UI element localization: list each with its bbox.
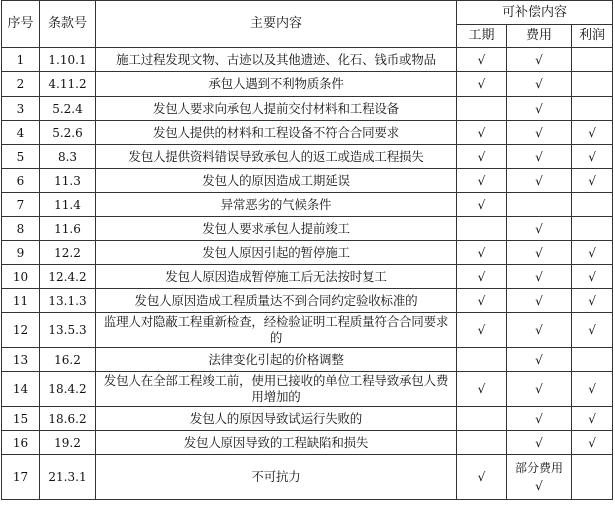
row-content: 不可抗力 bbox=[96, 455, 457, 500]
row-content: 发包人要求向承包人提前交付材料和工程设备 bbox=[96, 97, 457, 121]
row-seq: 6 bbox=[2, 169, 40, 193]
table-row bbox=[2, 348, 613, 372]
row-seq: 11 bbox=[2, 289, 40, 313]
row-content: 异常恶劣的气候条件 bbox=[96, 193, 457, 217]
table-body bbox=[2, 48, 613, 500]
cost-check: √ bbox=[507, 241, 572, 265]
cost-check: √ bbox=[507, 145, 572, 169]
table-row bbox=[2, 289, 613, 313]
profit-check: √ bbox=[572, 169, 613, 193]
time-check: √ bbox=[457, 455, 507, 500]
table-row bbox=[2, 193, 613, 217]
row-clause: 19.2 bbox=[40, 431, 96, 455]
profit-check bbox=[572, 217, 613, 241]
time-check: √ bbox=[457, 193, 507, 217]
row-content: 施工过程发现文物、古迹以及其他遗迹、化石、钱币或物品 bbox=[96, 48, 457, 72]
cost-check: √ bbox=[507, 313, 572, 348]
profit-check: √ bbox=[572, 241, 613, 265]
row-content: 发包人原因导致的工程缺陷和损失 bbox=[96, 431, 457, 455]
row-clause: 1.10.1 bbox=[40, 48, 96, 72]
time-check: √ bbox=[457, 121, 507, 145]
row-seq: 9 bbox=[2, 241, 40, 265]
row-clause: 18.6.2 bbox=[40, 407, 96, 431]
header-clause: 条款号 bbox=[40, 1, 96, 48]
row-clause: 5.2.6 bbox=[40, 121, 96, 145]
profit-check: √ bbox=[572, 313, 613, 348]
time-check: √ bbox=[457, 72, 507, 97]
row-clause: 11.4 bbox=[40, 193, 96, 217]
row-clause: 12.2 bbox=[40, 241, 96, 265]
table-row bbox=[2, 372, 613, 407]
row-seq: 16 bbox=[2, 431, 40, 455]
row-clause: 16.2 bbox=[40, 348, 96, 372]
profit-check: √ bbox=[572, 372, 613, 407]
table-row bbox=[2, 313, 613, 348]
table-row bbox=[2, 97, 613, 121]
time-check: √ bbox=[457, 241, 507, 265]
row-seq: 12 bbox=[2, 313, 40, 348]
cost-check: √ bbox=[507, 217, 572, 241]
row-seq: 13 bbox=[2, 348, 40, 372]
time-check bbox=[457, 97, 507, 121]
row-seq: 15 bbox=[2, 407, 40, 431]
row-clause: 13.1.3 bbox=[40, 289, 96, 313]
profit-check bbox=[572, 193, 613, 217]
cost-check bbox=[507, 193, 572, 217]
table-row bbox=[2, 455, 613, 500]
row-clause: 12.4.2 bbox=[40, 265, 96, 289]
profit-check: √ bbox=[572, 407, 613, 431]
profit-check bbox=[572, 72, 613, 97]
row-clause: 5.2.4 bbox=[40, 97, 96, 121]
cost-check: √ bbox=[507, 407, 572, 431]
table-row bbox=[2, 241, 613, 265]
row-content: 发包人在全部工程竣工前，使用已接收的单位工程导致承包人费用增加的 bbox=[96, 372, 457, 407]
row-clause: 4.11.2 bbox=[40, 72, 96, 97]
row-seq: 2 bbox=[2, 72, 40, 97]
row-seq: 14 bbox=[2, 372, 40, 407]
row-seq: 8 bbox=[2, 217, 40, 241]
header-time: 工期 bbox=[457, 25, 507, 48]
table-row bbox=[2, 72, 613, 97]
header-content: 主要内容 bbox=[96, 1, 457, 48]
cost-check: √ bbox=[507, 72, 572, 97]
cost-check: √ bbox=[507, 169, 572, 193]
table-row bbox=[2, 169, 613, 193]
time-check: √ bbox=[457, 265, 507, 289]
table-row bbox=[2, 431, 613, 455]
row-seq: 5 bbox=[2, 145, 40, 169]
row-clause: 11.3 bbox=[40, 169, 96, 193]
row-content: 监理人对隐蔽工程重新检查，经检验证明工程质量符合合同要求的 bbox=[96, 313, 457, 348]
cost-check: √ bbox=[507, 348, 572, 372]
profit-check: √ bbox=[572, 289, 613, 313]
header-cost: 费用 bbox=[507, 25, 572, 48]
table-row bbox=[2, 407, 613, 431]
profit-check: √ bbox=[572, 431, 613, 455]
row-content: 发包人的原因导致试运行失败的 bbox=[96, 407, 457, 431]
header-seq: 序号 bbox=[2, 1, 40, 48]
row-content: 发包人原因引起的暂停施工 bbox=[96, 241, 457, 265]
row-content: 发包人提供资料错误导致承包人的返工或造成工程损失 bbox=[96, 145, 457, 169]
profit-check: √ bbox=[572, 145, 613, 169]
profit-check: √ bbox=[572, 121, 613, 145]
row-seq: 17 bbox=[2, 455, 40, 500]
table-row bbox=[2, 217, 613, 241]
time-check: √ bbox=[457, 169, 507, 193]
header-profit: 利润 bbox=[572, 25, 613, 48]
time-check: √ bbox=[457, 289, 507, 313]
profit-check bbox=[572, 48, 613, 72]
cost-check: √ bbox=[507, 289, 572, 313]
row-clause: 11.6 bbox=[40, 217, 96, 241]
row-clause: 18.4.2 bbox=[40, 372, 96, 407]
time-check bbox=[457, 431, 507, 455]
cost-check bbox=[507, 455, 572, 500]
row-content: 发包人原因造成工程质量达不到合同约定验收标准的 bbox=[96, 289, 457, 313]
row-seq: 3 bbox=[2, 97, 40, 121]
row-clause: 13.5.3 bbox=[40, 313, 96, 348]
table-row bbox=[2, 265, 613, 289]
row-clause: 8.3 bbox=[40, 145, 96, 169]
cost-check: √ bbox=[507, 265, 572, 289]
time-check: √ bbox=[457, 48, 507, 72]
table-row bbox=[2, 145, 613, 169]
row-seq: 7 bbox=[2, 193, 40, 217]
cost-check: √ bbox=[507, 372, 572, 407]
partial-cost-note: 部分费用 bbox=[514, 461, 563, 475]
time-check: √ bbox=[457, 372, 507, 407]
cost-check-mark: √ bbox=[535, 479, 543, 493]
time-check bbox=[457, 407, 507, 431]
profit-check: √ bbox=[572, 265, 613, 289]
profit-check bbox=[572, 455, 613, 500]
compensation-table bbox=[1, 0, 613, 500]
row-content: 法律变化引起的价格调整 bbox=[96, 348, 457, 372]
row-clause: 21.3.1 bbox=[40, 455, 96, 500]
cost-check: √ bbox=[507, 121, 572, 145]
row-content: 承包人遇到不利物质条件 bbox=[96, 72, 457, 97]
row-content: 发包人提供的材料和工程设备不符合合同要求 bbox=[96, 121, 457, 145]
row-content: 发包人要求承包人提前竣工 bbox=[96, 217, 457, 241]
time-check bbox=[457, 217, 507, 241]
time-check: √ bbox=[457, 313, 507, 348]
row-seq: 1 bbox=[2, 48, 40, 72]
profit-check bbox=[572, 97, 613, 121]
header-compensable: 可补偿内容 bbox=[457, 1, 613, 25]
time-check bbox=[457, 348, 507, 372]
cost-check: √ bbox=[507, 48, 572, 72]
cost-check: √ bbox=[507, 431, 572, 455]
cost-check: √ bbox=[507, 97, 572, 121]
row-content: 发包人的原因造成工期延误 bbox=[96, 169, 457, 193]
row-seq: 10 bbox=[2, 265, 40, 289]
row-content: 发包人原因造成暂停施工后无法按时复工 bbox=[96, 265, 457, 289]
row-seq: 4 bbox=[2, 121, 40, 145]
table-row bbox=[2, 48, 613, 72]
profit-check bbox=[572, 348, 613, 372]
table-row bbox=[2, 121, 613, 145]
time-check: √ bbox=[457, 145, 507, 169]
